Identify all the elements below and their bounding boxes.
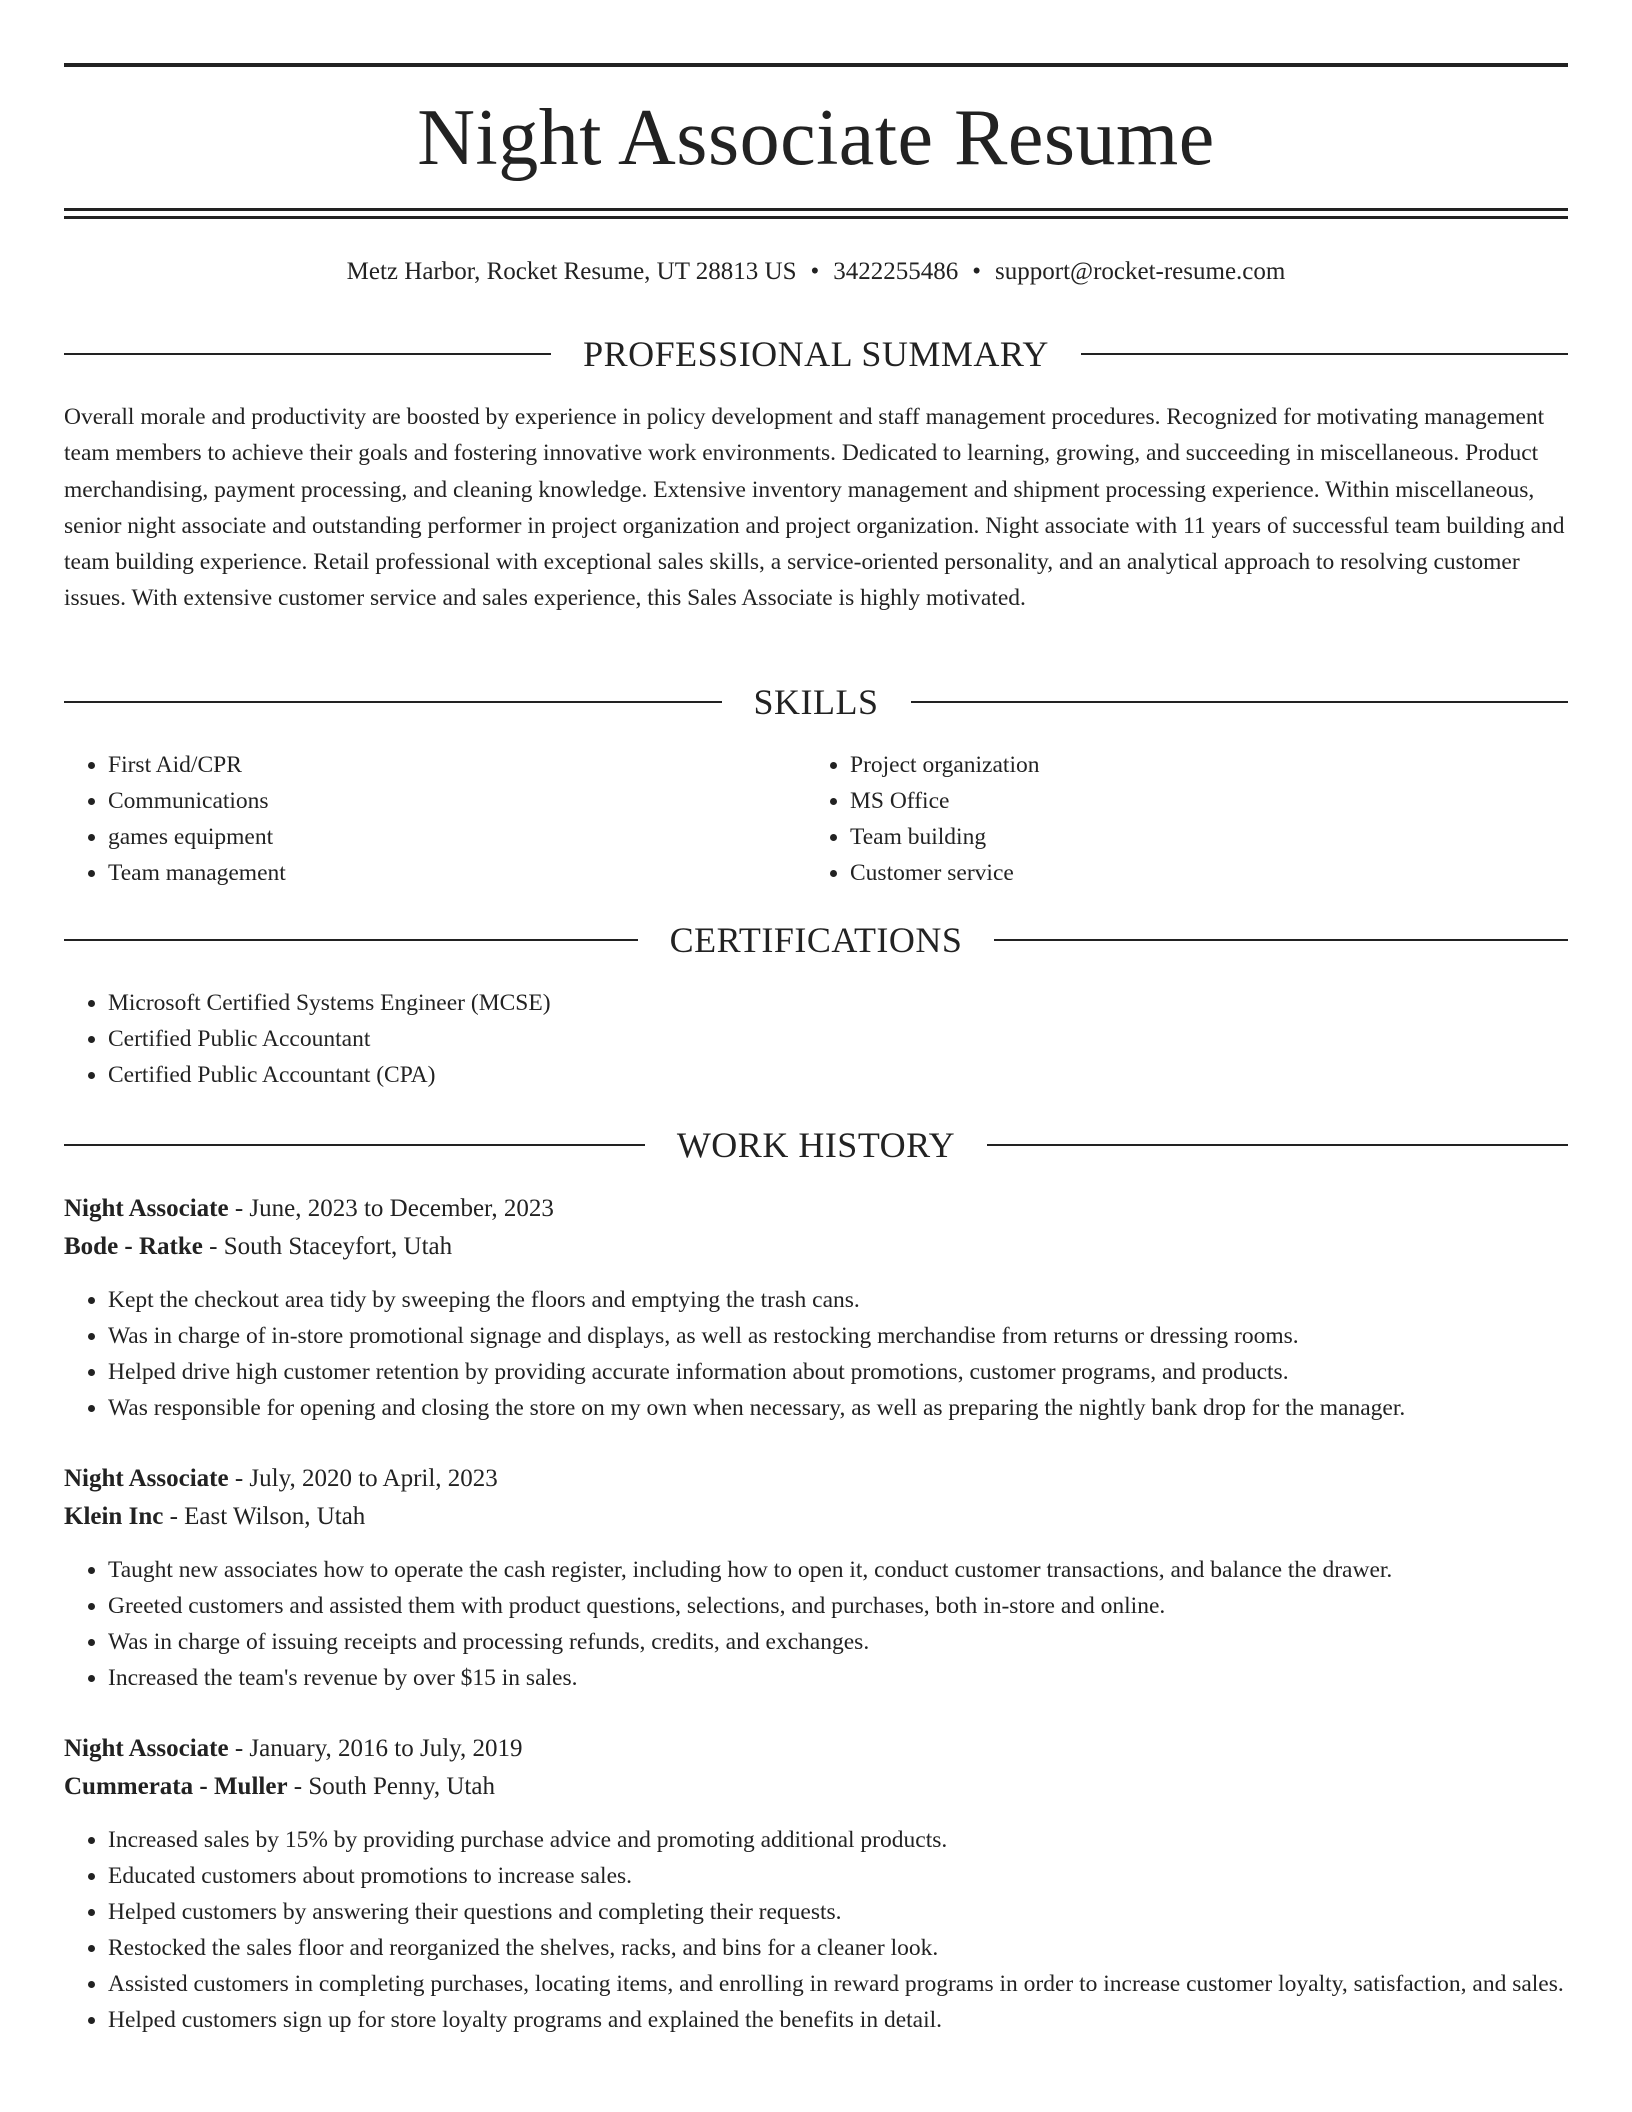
job-duty-item: • Helped customers by answering their questions and completing their requests. [108, 1894, 1568, 1930]
job-duty-item: • Was in charge of issuing receipts and processing refunds, credits, and exchanges. [108, 1624, 1568, 1660]
skills-column-left [64, 747, 806, 891]
job-location: - South Penny, Utah [287, 1773, 495, 1800]
contact-separator: • [810, 258, 820, 285]
job-duties-list [64, 1282, 1568, 1426]
skill-item: • Team building [850, 819, 1548, 855]
job-location: - East Wilson, Utah [163, 1503, 366, 1530]
job-duty-item: • Kept the checkout area tidy by sweeping the floors and emptying the trash cans. [108, 1282, 1568, 1318]
job-duties-list [64, 1552, 1568, 1696]
contact-email: support@rocket-resume.com [995, 258, 1286, 285]
skill-item: • First Aid/CPR [108, 747, 806, 783]
job-duty-item: • Increased sales by 15% by providing purchase advice and promoting additional products. [108, 1822, 1568, 1858]
summary-heading-label: PROFESSIONAL SUMMARY [583, 334, 1049, 374]
job-title: Night Associate [64, 1465, 229, 1492]
job-company: Klein Inc [64, 1503, 164, 1530]
skill-item: • Customer service [850, 855, 1548, 891]
heading-rule-right [994, 939, 1568, 941]
job-duty-item: • Helped customers sign up for store loyalty programs and explained the benefits in detail. [108, 2002, 1568, 2038]
heading-rule-right [987, 1144, 1568, 1146]
job-duty-item: • Restocked the sales floor and reorganized the shelves, racks, and bins for a cleaner look. [108, 1930, 1568, 1966]
skill-item: • Communications [108, 783, 806, 819]
job-duty-item: • Helped drive high customer retention by providing accurate information about promotions, customer programs, and products. [108, 1354, 1568, 1390]
job-company-line [64, 1768, 1568, 1806]
job-entry [64, 1460, 1568, 1696]
certification-item: • Certified Public Accountant (CPA) [108, 1057, 1568, 1093]
job-duty-item: • Greeted customers and assisted them with product questions, selections, and purchases, both in-store and online. [108, 1588, 1568, 1624]
skill-item: • games equipment [108, 819, 806, 855]
job-title-line [64, 1190, 1568, 1228]
heading-rule-right [911, 701, 1569, 703]
job-duty-item: • Was responsible for opening and closing the store on my own when necessary, as well as preparing the nightly bank drop for the manager. [108, 1390, 1568, 1426]
skills-list [64, 747, 1568, 891]
job-dates: - July, 2020 to April, 2023 [228, 1465, 498, 1492]
contact-line [64, 252, 1568, 292]
job-title: Night Associate [64, 1735, 229, 1762]
heading-rule-right [1081, 353, 1568, 355]
skills-heading-label: SKILLS [753, 682, 879, 722]
contact-address: Metz Harbor, Rocket Resume, UT 28813 US [346, 258, 797, 285]
heading-rule-left [64, 353, 551, 355]
job-company-line [64, 1228, 1568, 1266]
header-double-rule [64, 208, 1568, 219]
skills-column-right [806, 747, 1548, 891]
job-duty-item: • Taught new associates how to operate the cash register, including how to open it, conduct customer transactions, and balance the drawer. [108, 1552, 1568, 1588]
job-company: Bode - Ratke [64, 1233, 203, 1260]
job-dates: - June, 2023 to December, 2023 [228, 1195, 554, 1222]
heading-rule-left [64, 939, 638, 941]
work-history-section-heading [64, 1120, 1568, 1170]
summary-text: Overall morale and productivity are boosted by experience in policy development and staff management procedures. Recognized for motivating management team members to achieve their goals and fostering innovative work environments. Dedicated to learning, growing, and succeeding in miscellaneous. Product merchandising, payment processing, and cleaning knowledge. Extensive inventory management and shipment processing experience. Within miscellaneous, senior night associate and outstanding performer in project organization and project organization. Night associate with 11 years of successful team building and team building experience. Retail professional with exceptional sales skills, a service-oriented personality, and an analytical approach to resolving customer issues. With extensive customer service and sales experience, this Sales Associate is highly motivated. [64, 404, 1565, 612]
skills-section-heading [64, 677, 1568, 727]
summary-section-heading [64, 329, 1568, 379]
job-title-line [64, 1730, 1568, 1768]
certifications-heading-label: CERTIFICATIONS [669, 920, 963, 960]
job-entry [64, 1730, 1568, 2038]
certification-item: • Certified Public Accountant [108, 1021, 1568, 1057]
job-entry [64, 1190, 1568, 1426]
contact-phone: 3422255486 [833, 258, 959, 285]
contact-separator: • [972, 258, 982, 285]
header-top-rule [64, 63, 1568, 67]
resume-title: Night Associate Resume [417, 94, 1215, 182]
skill-item: • Team management [108, 855, 806, 891]
job-duty-item: • Was in charge of in-store promotional signage and displays, as well as restocking merchandise from returns or dressing rooms. [108, 1318, 1568, 1354]
job-company-line [64, 1498, 1568, 1536]
certifications-list [64, 985, 1568, 1093]
job-duty-item: • Increased the team's revenue by over $15 in sales. [108, 1660, 1568, 1696]
job-company: Cummerata - Muller [64, 1773, 288, 1800]
job-duties-list [64, 1822, 1568, 2038]
certification-item: • Microsoft Certified Systems Engineer (MCSE) [108, 985, 1568, 1021]
job-title: Night Associate [64, 1195, 229, 1222]
job-title-line [64, 1460, 1568, 1498]
job-dates: - January, 2016 to July, 2019 [228, 1735, 523, 1762]
certifications-section-heading [64, 915, 1568, 965]
heading-rule-left [64, 701, 722, 703]
skill-item: • Project organization [850, 747, 1548, 783]
heading-rule-left [64, 1144, 645, 1146]
job-duty-item: • Assisted customers in completing purchases, locating items, and enrolling in reward programs in order to increase customer loyalty, satisfaction, and sales. [108, 1966, 1568, 2002]
job-duty-item: • Educated customers about promotions to increase sales. [108, 1858, 1568, 1894]
skill-item: • MS Office [850, 783, 1548, 819]
work-history-heading-label: WORK HISTORY [676, 1125, 956, 1165]
job-location: - South Staceyfort, Utah [202, 1233, 453, 1260]
